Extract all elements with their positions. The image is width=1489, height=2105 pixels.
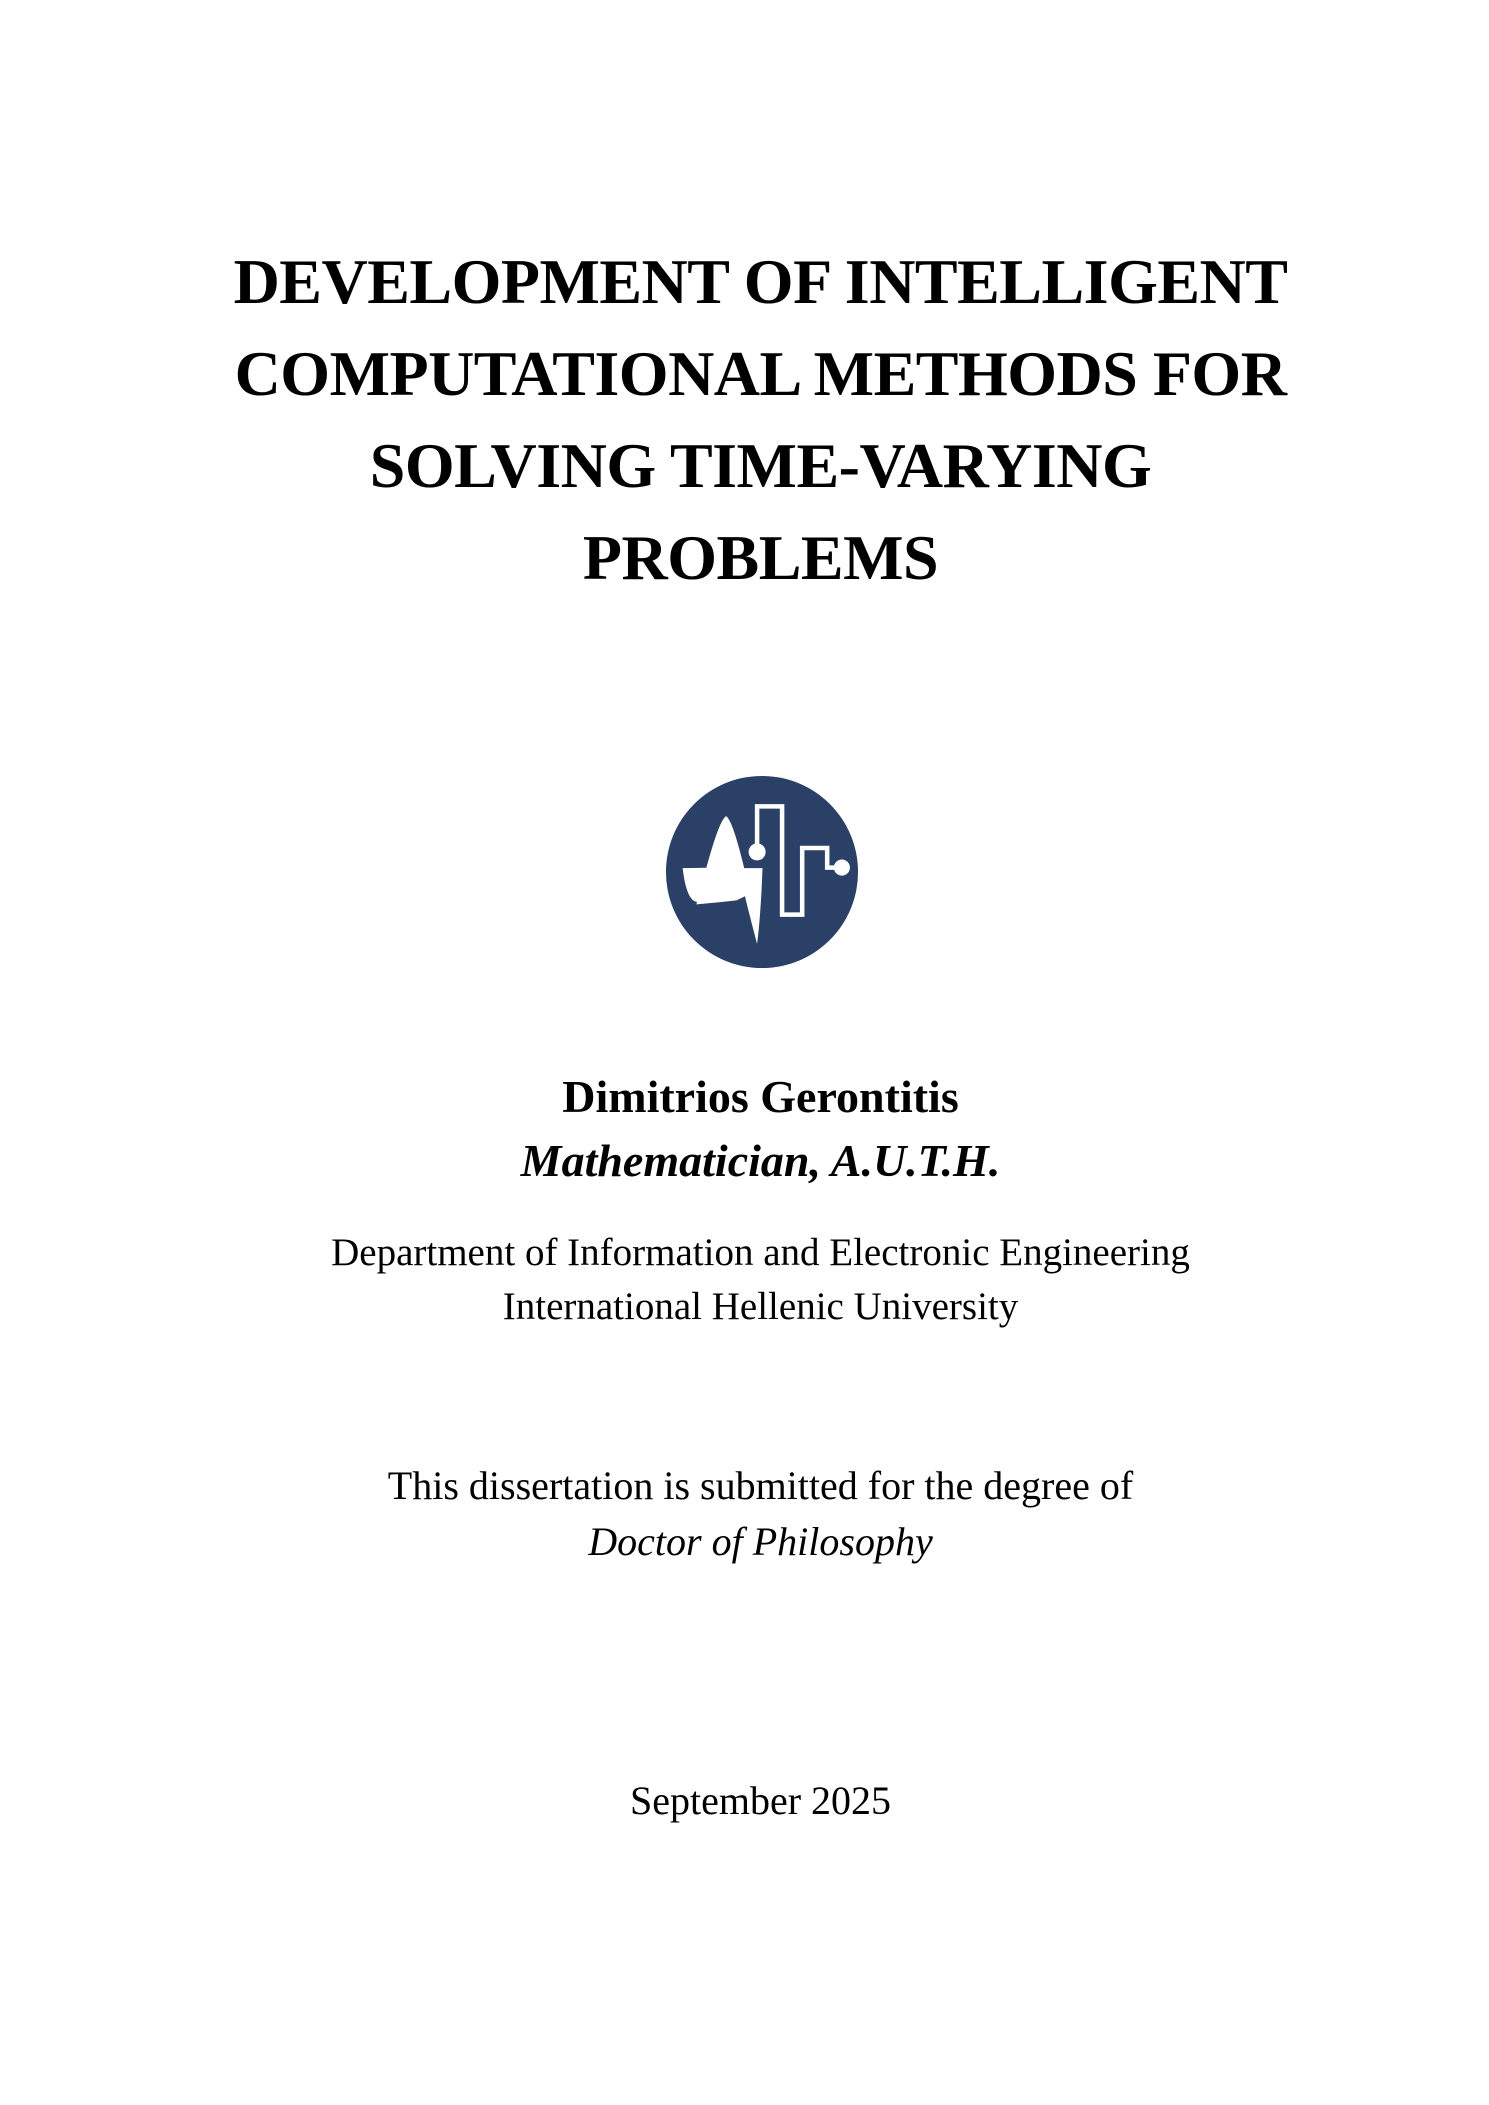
affiliation-university: International Hellenic University bbox=[502, 1285, 1019, 1328]
department-logo bbox=[664, 774, 860, 970]
title-line-2: COMPUTATIONAL METHODS FOR bbox=[234, 338, 1287, 409]
circuit-node-dot-left bbox=[749, 843, 766, 860]
degree-name: Doctor of Philosophy bbox=[588, 1519, 933, 1564]
circuit-node-dot-right bbox=[834, 860, 850, 876]
author-block bbox=[32, 1065, 1489, 1193]
affiliation-department: Department of Information and Electronic Engineering bbox=[331, 1231, 1190, 1274]
affiliation-block bbox=[32, 1226, 1489, 1334]
degree-statement: This dissertation is submitted for the degree of bbox=[387, 1463, 1134, 1508]
title-line-4: PROBLEMS bbox=[582, 522, 939, 593]
author-title: Mathematician, A.U.T.H. bbox=[520, 1135, 1001, 1186]
submission-date: September 2025 bbox=[629, 1778, 892, 1823]
analog-digital-signal-icon bbox=[664, 774, 860, 970]
author-name: Dimitrios Gerontitis bbox=[562, 1071, 959, 1122]
dissertation-title bbox=[32, 236, 1489, 604]
title-line-1: DEVELOPMENT OF INTELLIGENT bbox=[233, 246, 1288, 317]
title-line-3: SOLVING TIME-VARYING bbox=[369, 430, 1152, 501]
degree-statement-block bbox=[32, 1458, 1489, 1570]
